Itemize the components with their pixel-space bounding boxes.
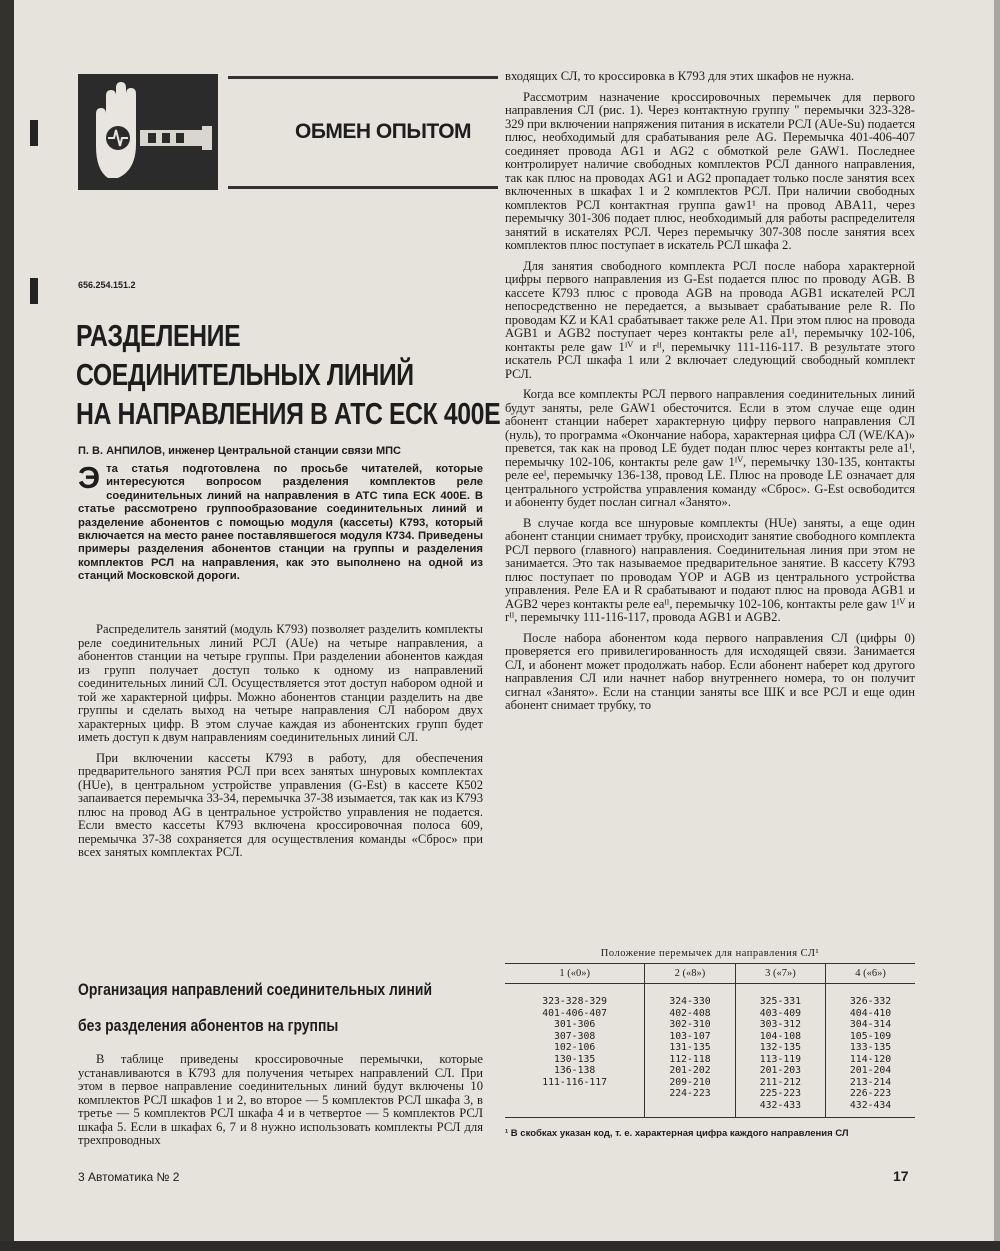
page-bottom-edge: [0, 1241, 1000, 1251]
table-cell-value: 224-223: [669, 1088, 711, 1099]
table-cell-value: 323-328-329: [542, 996, 608, 1007]
paragraph: Когда все комплекты РСЛ первого направления соединительных линий будут заняты, реле GAW1 обесточится. Если в этом случае еще один абонент станции наберет характерную цифру первого направления СЛ (нуль), то программа «Окончание набора, характерная цифра СЛ (WE/KA)» превется, так как на провод LE будет подан плюс через контакты реле a1ᴵ, перемычку 102-106, контакты реле gaw 1ᴵⱽ, перемычку 130-135, контакты реле eeᴵ, перемычку 136-138, провод LE. Плюс на проводе LE означает для центрального устройства управления команду «Сброс». G-Est освободится и абоненту будет послан сигнал «Занято».: [505, 387, 915, 509]
binding-mark: [30, 120, 38, 146]
table-cell-value: 201-204: [849, 1065, 892, 1076]
title-line: СОЕДИНИТЕЛЬНЫХ ЛИНИЙ: [76, 357, 414, 392]
drop-cap: Э: [78, 460, 101, 495]
paragraph: Распределитель занятий (модуль К793) позволяет разделить комплекты реле соединительных линий РСЛ (AUe) на четыре направления, а абонентов станции на четыре группы. При разделении абонентов каждая из групп получает доступ только к одному из направлений соединительных линий СЛ. Осуществляется этот доступ набором одной и той же характерной цифры. Можно абонентов станции разделить на две группы и сделать выход на четыре направления СЛ набором двух характерных цифр. В этом случае каждая из абонентских групп будет иметь доступ к двум направлениям соединительных линий СЛ.: [78, 622, 483, 744]
table-cell-value: 132-135: [759, 1042, 802, 1053]
binding-mark: [30, 278, 38, 304]
paragraph: Для занятия свободного комплекта РСЛ после набора характерной цифры первого направления из G-Est подается плюс по проводу AGB. В кассете К793 плюс с провода AGB на провода AGB1 искателей РСЛ непосредственно не передается, а вызывает срабатывание реле R. По проводам KZ и KA1 срабатывает также реле A1. При этом плюс на провода AGB1 и AGB2 поступает через контакты реле a1ᴵ, перемычку 102-106, контакты реле gaw 1ᴵⱽ и rᴵᴵ, перемычку 111-116-117. В результате этого искатель РСЛ шкафа 1 или 2 включает следующий свободный комплект РСЛ.: [505, 258, 915, 381]
table-cell-value: 114-120: [849, 1053, 892, 1065]
header-rule: [228, 186, 498, 189]
section-heading-line: Организация направлений соединительных линий: [78, 980, 433, 999]
title-line: РАЗДЕЛЕНИЕ: [76, 318, 241, 353]
jumper-table: [505, 963, 915, 1118]
section-heading-line: без разделения абонентов на группы: [78, 1016, 339, 1035]
table-header-cell: 4 («6»): [826, 964, 915, 984]
table-cell-value: 103-107: [669, 1030, 711, 1042]
paragraph: Рассмотрим назначение кроссировочных перемычек для первого направления СЛ (рис. 1). Через контактную группу " перемычки 323-328-329 при включении напряжения питания в искатели РСЛ (AUe-Su) подается плюс, необходимый для срабатывания реле AG. Перемычка 401-406-407 соединяет провода AG1 и AG2 с обмоткой реле GAW1. Последнее контролирует наличие свободных комплектов РСЛ данного направления, так как плюс на проводах AG1 и AG2 пропадает только после занятия всех включенных в шкафах 1 и 2 комплектов РСЛ. При наличии свободных комплектов РСЛ контактная группа gaw1¹ на провод ABA11, через перемычку 301-306 подает плюс, необходимый для работы распределителя занятий в искателях РСЛ. Через перемычку 307-308 после занятия всех комплектов плюс поступает в искатель РСЛ шкафа 2.: [505, 89, 915, 252]
page-right-edge: [994, 0, 1000, 1251]
header-rule: [228, 76, 498, 79]
lead-text: та статья подготовлена по просьбе читателей, которые интересуются вопросом разделения комплектов реле соединительных линий на направления в АТС типа ЕСК 400Е. В статье рассмотрено группообразование соединительных линий и разделение абонентов с помощью модуля (кассеты) К793, который включается на место ранее поставлявшегося модуля К734. Приведены примеры разделения абонентов станции на группы и разделения комплектов РСЛ на направления, как это выполнено на одной из станций Московской дороги.: [78, 463, 483, 583]
paragraph: В таблице приведены кроссировочные перемычки, которые устанавливаются в К793 для получения четырех направлений СЛ. При этом в первое направление соединительных линий будут включены 10 комплектов РСЛ шкафов 1 и 2, во второе — 5 комплектов РСЛ шкафа 3, в третье — 5 комплектов РСЛ шкафа 4 и в четвертое — 5 комплектов РСЛ шкафа 5. Если в шкафах 6, 7 и 8 нужно использовать комплекты РСЛ для трехпроводных: [78, 1052, 483, 1147]
table-cell-value: 402-408: [669, 1007, 711, 1019]
table-cell-value: 211-212: [759, 1076, 802, 1088]
table-cell-value: 324-330: [669, 996, 711, 1007]
table-caption: Положение перемычек для направления СЛ¹: [600, 948, 820, 959]
journal-footer: 3 Автоматика № 2: [78, 1170, 180, 1184]
page-number: 17: [893, 1168, 909, 1184]
table-footnote: ¹ В скобках указан код, т. е. характерная цифра каждого направления СЛ: [505, 1128, 849, 1139]
udc-code: 656.254.151.2: [78, 280, 136, 290]
table-cell-value: 112-118: [669, 1053, 711, 1065]
table-cell-value: 130-135: [553, 1053, 596, 1065]
table-cell-value: 133-135: [849, 1042, 892, 1053]
table-cell-value: 136-138: [553, 1065, 596, 1076]
article-author: П. В. АНПИЛОВ, инженер Центральной станции связи МПС: [78, 445, 401, 457]
table-header-row: [505, 964, 915, 984]
table-column-cell: [735, 984, 825, 1118]
table-cell-value: 307-308: [553, 1030, 596, 1042]
table-cell-value: 209-210: [669, 1076, 711, 1088]
table-cell-value: 113-119: [759, 1053, 802, 1065]
table-cell-value: 111-116-117: [542, 1076, 608, 1088]
table-cell-value: 225-223: [759, 1088, 802, 1099]
table-row: [505, 984, 915, 1118]
table-header-cell: 3 («7»): [735, 964, 825, 984]
table-cell-value: 325-331: [759, 996, 802, 1007]
page-binding-edge: [0, 0, 14, 1251]
table-cell-value: 326-332: [849, 996, 892, 1007]
table-cell-value: 131-135: [669, 1042, 711, 1053]
table-cell-value: 432-434: [849, 1099, 892, 1111]
table-column-cell: [826, 984, 915, 1118]
table-cell-value: 302-310: [669, 1019, 711, 1030]
paragraph: После набора абонентом кода первого направления СЛ (цифры 0) проверяется его привилегированность для исходящей связи. Занимается СЛ, и абонент может продолжать набор. Если абонент наберет код другого направления СЛ или начнет набор внутреннего номера, то он получит сигнал «Занято». Если на станции заняты все ШК и все РСЛ и еще один абонент снимает трубку, то: [505, 630, 915, 712]
table-cell-value: 301-306: [553, 1019, 596, 1030]
table-cell-value: 201-202: [669, 1065, 711, 1076]
table-cell-value: 226-223: [849, 1088, 892, 1099]
table-cell-value: 201-203: [759, 1065, 802, 1076]
right-column: [505, 70, 915, 720]
section-heading: [78, 972, 433, 1044]
table-cell-value: 304-314: [849, 1019, 892, 1030]
table-cell-value: 401-406-407: [542, 1007, 608, 1019]
paragraph: В случае когда все шнуровые комплекты (HUe) заняты, а еще один абонент станции снимает трубку, происходит занятие свободного комплекта РСЛ первого (главного) направления. Соединительная линия при этом не занимается. Это так называемое предварительное занятие. В кассету К793 плюс поступает по проводам YOP и AGB из центрального устройства управления. Реле EA и R срабатывают и подают плюс на провода AGB1 и AGB2 через контакты реле eaᴵᴵ, перемычку 102-106, контакты реле gaw 1ᴵⱽ и rᴵᴵ, перемычку 111-116-117, провода AGB1 и AGB2.: [505, 515, 915, 624]
table-cell-value: 213-214: [849, 1076, 892, 1088]
section-column: [78, 1053, 483, 1155]
section-rubric: ОБМЕН ОПЫТОМ: [295, 120, 472, 143]
table-header-cell: 1 («0»): [505, 964, 645, 984]
article-title: [76, 316, 501, 433]
table-cell-value: 303-312: [759, 1019, 802, 1030]
title-line: НА НАПРАВЛЕНИЯ В АТС ЕСК 400Е: [76, 396, 501, 431]
paragraph: При включении кассеты К793 в работу, для обеспечения предварительного занятия РСЛ при всех занятых шнуровых комплектах (HUe), в центральном устройстве управления (G-Est) в кассете К502 запаивается перемычка 33-34, перемычка 37-38 изымается, так как из К793 плюс на провод AG в центральное устройство управления не подается. Если вместо кассеты К793 включена кроссировочная полоса 609, перемычка 37-38 сохраняется для осуществления команды «Сброс» при всех занятых комплектах РСЛ.: [78, 750, 483, 859]
table-cell-value: 432-433: [759, 1099, 802, 1111]
table-cell-value: 404-410: [849, 1007, 892, 1019]
table-column-cell: [505, 984, 645, 1118]
left-column: [78, 623, 483, 867]
table-cell-value: 403-409: [759, 1007, 802, 1019]
paragraph: входящих СЛ, то кроссировка в К793 для этих шкафов не нужна.: [505, 69, 855, 83]
article-lead: [78, 460, 483, 584]
table-cell-value: 102-106: [553, 1042, 596, 1053]
table-header-cell: 2 («8»): [645, 964, 735, 984]
table-column-cell: [645, 984, 735, 1118]
hand-logo-icon: [78, 74, 218, 190]
table-cell-value: 104-108: [759, 1030, 802, 1042]
table-cell-value: 105-109: [849, 1030, 892, 1042]
